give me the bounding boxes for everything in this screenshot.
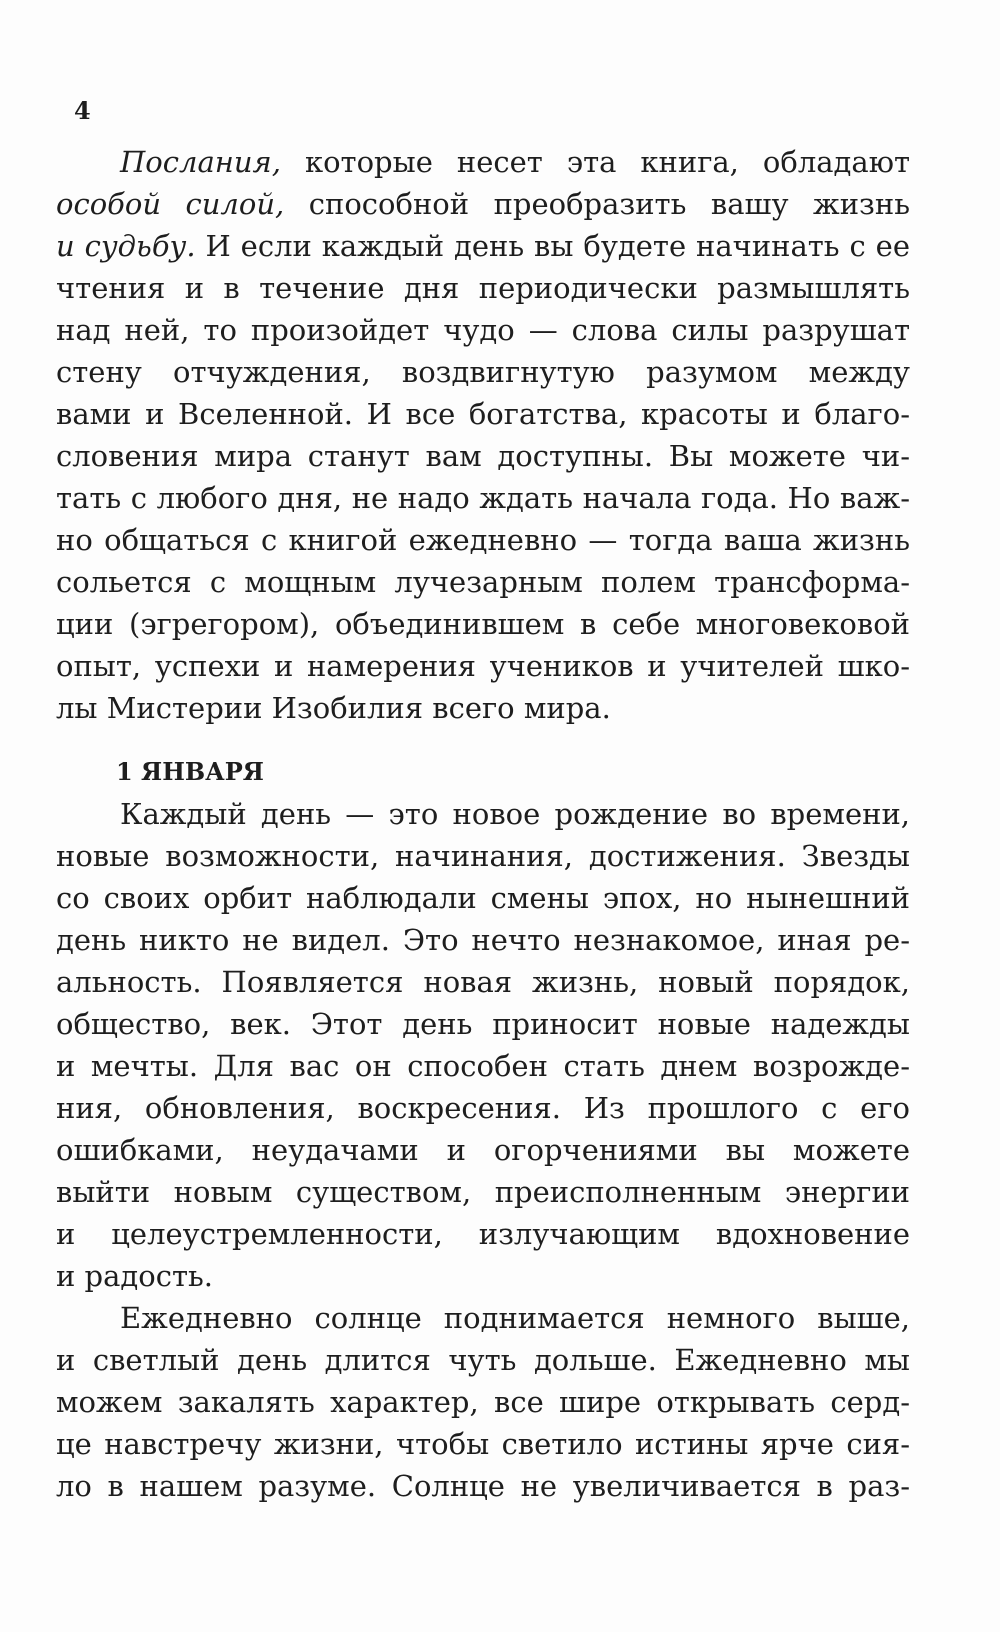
text-line: [56, 604, 910, 644]
text-line: [56, 1046, 910, 1086]
text-line: [120, 1298, 910, 1338]
text-segment: лы Мистерии Изобилия всего мира.: [56, 691, 611, 725]
text-segment: сольется с мощным лучезарным полем трансформа-: [56, 565, 910, 599]
text-line: [56, 520, 910, 560]
text-line: [56, 688, 910, 728]
text-line: [56, 1130, 910, 1170]
text-line: [56, 1256, 910, 1296]
text-segment: новые возможности, начинания, достижения. Звезды: [56, 839, 910, 873]
section-heading: 1 ЯНВАРЯ: [116, 757, 264, 786]
text-line: [56, 1382, 910, 1422]
text-segment: но общаться с книгой ежедневно — тогда ваша жизнь: [56, 523, 910, 557]
text-line: [56, 1004, 910, 1044]
text-line: [56, 1424, 910, 1464]
text-segment: Ежедневно солнце поднимается немного выше,: [120, 1301, 910, 1335]
text-line: [56, 962, 910, 1002]
text-segment: тать с любого дня, не надо ждать начала года. Но важ-: [56, 481, 910, 515]
text-line: [56, 836, 910, 876]
italic-text: и судьбу.: [56, 229, 196, 263]
italic-text: особой силой,: [56, 187, 285, 221]
text-line: [56, 1340, 910, 1380]
text-segment: и светлый день длится чуть дольше. Ежедневно мы: [56, 1343, 910, 1377]
text-line: [56, 268, 910, 308]
text-segment: можем закалять характер, все шире открывать серд-: [56, 1385, 910, 1419]
text-segment: общество, век. Этот день приносит новые надежды: [56, 1007, 910, 1041]
text-line: [56, 1214, 910, 1254]
text-line: [56, 646, 910, 686]
text-segment: со своих орбит наблюдали смены эпох, но нынешний: [56, 881, 910, 915]
text-line: [56, 1172, 910, 1212]
text-line: [56, 352, 910, 392]
text-segment: це навстречу жизни, чтобы светило истины ярче сия-: [56, 1427, 910, 1461]
text-segment: ло в нашем разуме. Солнце не увеличивается в раз-: [56, 1469, 910, 1503]
page-number: 4: [74, 96, 91, 125]
text-segment: И если каждый день вы будете начинать с ее: [195, 229, 910, 263]
text-segment: ции (эгрегором), объединившем в себе многовековой: [56, 607, 910, 641]
text-segment: стену отчуждения, воздвигнутую разумом между: [56, 355, 910, 389]
text-segment: над ней, то произойдет чудо — слова силы разрушат: [56, 313, 910, 347]
text-line: [56, 310, 910, 350]
text-line: [56, 1088, 910, 1128]
text-segment: способной преобразить вашу жизнь: [284, 187, 910, 221]
text-line: [120, 794, 910, 834]
text-segment: которые несет эта книга, обладают: [280, 145, 910, 179]
text-segment: ошибками, неудачами и огорчениями вы можете: [56, 1133, 910, 1167]
text-segment: выйти новым существом, преисполненным энергии: [56, 1175, 910, 1209]
text-segment: и мечты. Для вас он способен стать днем возрожде-: [56, 1049, 910, 1083]
text-line: [56, 184, 910, 224]
text-line: [120, 142, 910, 182]
text-line: [56, 878, 910, 918]
text-line: [56, 1466, 910, 1506]
text-segment: альность. Появляется новая жизнь, новый порядок,: [56, 965, 910, 999]
text-segment: словения мира станут вам доступны. Вы можете чи-: [56, 439, 910, 473]
text-line: [56, 226, 910, 266]
text-segment: вами и Вселенной. И все богатства, красоты и благо-: [56, 397, 910, 431]
text-line: [56, 920, 910, 960]
italic-text: Послания,: [120, 145, 281, 179]
text-line: [56, 478, 910, 518]
text-segment: ния, обновления, воскресения. Из прошлого с его: [56, 1091, 910, 1125]
text-segment: и радость.: [56, 1259, 214, 1293]
text-segment: Каждый день — это новое рождение во времени,: [120, 797, 910, 831]
text-line: [56, 562, 910, 602]
text-line: [56, 394, 910, 434]
text-segment: и целеустремленности, излучающим вдохновение: [56, 1217, 910, 1251]
text-segment: день никто не видел. Это нечто незнакомое, иная ре-: [56, 923, 910, 957]
text-segment: чтения и в течение дня периодически размышлять: [56, 271, 910, 305]
text-line: [56, 436, 910, 476]
text-segment: опыт, успехи и намерения учеников и учителей шко-: [56, 649, 910, 683]
